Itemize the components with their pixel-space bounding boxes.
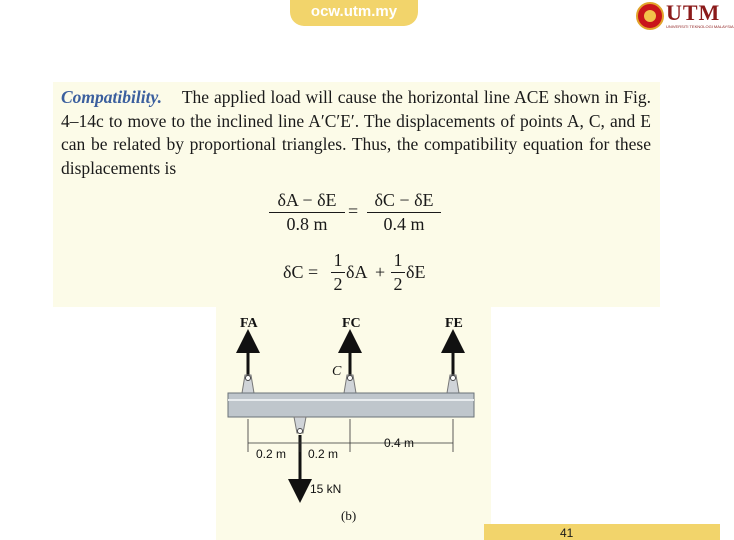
label-fa: FA: [240, 316, 258, 331]
beam-diagram: [216, 307, 491, 540]
text-panel: [53, 82, 660, 307]
eq1-left-den: 0.8 m: [286, 214, 328, 234]
equation-1: [53, 190, 660, 240]
lead-heading: Compatibility.: [61, 87, 162, 107]
eq2-term1: δA: [346, 262, 368, 282]
label-point-c: C: [332, 364, 342, 379]
eq2-coef2: 1 2: [391, 250, 405, 295]
eq1-right-num: δC − δE: [374, 190, 434, 210]
eq2-plus: +: [375, 262, 386, 282]
eq1-right-den: 0.4 m: [383, 214, 425, 234]
beam: [228, 393, 474, 417]
eq2-lhs: δC =: [283, 262, 319, 282]
site-tab: [290, 0, 418, 26]
eq1-equals: =: [348, 201, 359, 221]
page-number: 41: [560, 526, 574, 540]
paragraph-body: The applied load will cause the horizontal line ACE shown in Fig. 4–14c to move to the inclined line A′C′E′. The displacements of points A, C, and E can be related by proportional triangles. Thus, the compatibility equation for these displacements is: [61, 87, 651, 178]
eq1-right-fraction: [367, 190, 441, 235]
label-fe: FE: [445, 316, 463, 331]
label-dim-2: 0.2 m: [308, 447, 339, 461]
site-url: ocw.utm.my: [310, 3, 398, 20]
label-dim-3: 0.4 m: [384, 436, 415, 450]
logo-text: UTM: [666, 0, 721, 25]
eq1-left-fraction: [269, 190, 345, 235]
eq2-term2: δE: [406, 262, 426, 282]
footer-bar: [484, 524, 720, 540]
label-load: 15 kN: [310, 482, 342, 496]
utm-logo: [636, 0, 734, 32]
paragraph: [61, 86, 651, 180]
eq1-left-num: δA − δE: [277, 190, 337, 210]
equation-2: [53, 250, 660, 300]
beam-figure: [216, 307, 491, 540]
eq2-coef1: 1 2: [331, 250, 345, 295]
figure-caption: (b): [341, 508, 357, 523]
label-fc: FC: [342, 316, 361, 331]
label-dim-1: 0.2 m: [256, 447, 287, 461]
crest-icon: [636, 2, 664, 30]
logo-subtitle: UNIVERSITI TEKNOLOGI MALAYSIA: [666, 24, 734, 29]
